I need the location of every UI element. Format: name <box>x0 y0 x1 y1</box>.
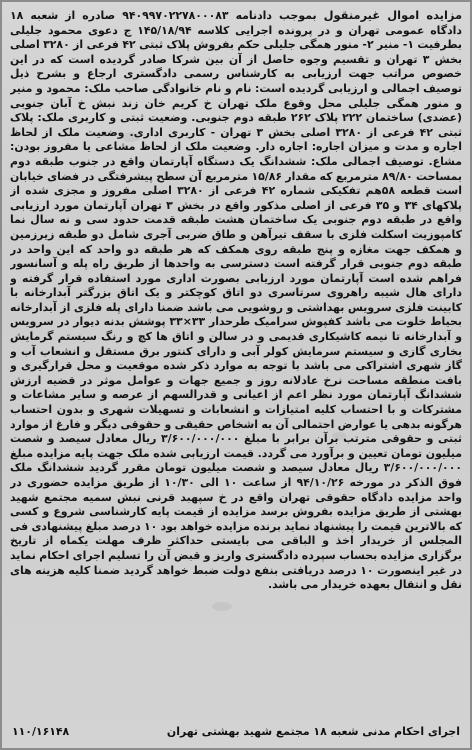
notice-body: بموجب دادنامه ۹۴۰۹۹۷۰۲۲۷۸۰۰۰۸۳ صادره از شعبه ۱۸ دادگاه عمومی تهران و در پرونده اجرایی کلاسه ۱۴۵/۱۸/۹۴ ج دعوی محمود جلیلی بطرفیت ۱- منیر ۲- منور همگی جلیلی حکم بفروش پلاک ثبتی ۴۲ فرعی از ۳۲۸۰ اصلی بخش ۳ تهران و تقسیم وجوه حاصل از آن بین شرکا صادر گردیده است که در این خصوص مراتب جهت ارزیابی به کارشناس رسمی دادگستری ارجاع و بشرح ذیل توصیف اجمالی و ارزیابی گردیده است: نام و نام خانوادگی صاحب ملک: محمود و منیر و منور همگی جلیلی محل وقوع ملک تهران خ کریم خان زند نبش خ آبان جنوبی (عضدی) ساختمان ۲۲۲ پلاک ۲۶۲ طبقه دوم جنوبی. وضعیت ثبتی و کاربری ملک: پلاک ثبتی ۴۲ فرعی از ۳۲۸۰ اصلی بخش ۳ تهران - کاربری اداری. وضعیت ملک از لحاظ اجاره و مدت و میزان اجاره: اجاره دار. وضعیت ملک از لحاظ مشاعی یا مفروز بودن: مشاع. توصیف اجمالی ملک: ششدانگ یک دستگاه آپارتمان واقع در جنوب طبقه دوم بمساحت ۸۹/۸۰ مترمربع که مقدار ۱۵/۸۶ مترمربع آن سطح پیشرفتگی در فضای خیابان است قطعه ۵۸هم تفکیکی شماره ۴۲ فرعی از ۳۲۸۰ اصلی مفروز و مجزی شده از پلاکهای ۳۴ و ۳۵ فرعی از اصلی مذکور واقع در بخش ۳ تهران آپارتمان مورد ارزیابی واقع در طبقه دوم جنوبی یک ساختمان هشت طبقه قدمت حدود سی و نه سال نما کامپوزیت اسکلت فلزی با سقف تیرآهن و طاق ضربی آجری شامل دو طبقه زیرزمین و همکف جهت مغازه و پنج طبقه روی همکف که هر طبقه دو واحد که این واحد در طبقه دوم جنوبی قرار گرفته است دسترسی به واحدها از طریق راه پله و آسانسور فراهم شده است آپارتمان مورد ارزیابی بصورت اداری مورد استفاده قرار گرفته و دارای هال شیبه راهروی سرتاسری دو اتاق کوچکتر و یک اتاق بزرگتر آبدارخانه با کابینت فلزی سرویس بهداشتی و روشویی می باشد ضمنا دارای پله فلزی از آبدارخانه بحیاط خلوت می باشد کفپوش سرامیک طرحدار ۳۳×۳۳ پوشش بدنه دیوار در سرویس و آبدارخانه تا نیمه کاشیکاری قدیمی و در سالن و اتاق ها کچ و رنگ سیستم گرمایش بخاری گازی و سیستم سرمایش کولر آبی و دارای کنتور برق مستقل و انشعاب آب و گاز شهری اشتراکی می باشد با توجه به موارد ذکر شده موقعیت و محل قرارگیری و بافت منطقه مساحت نرخ عادلانه روز و جمیع جهات و عوامل موثر در قضیه ارزش ششدانگ آپارتمان مورد نظر اعم از اعیانی و قدرالسهم از عرصه و سایر مشاعات و مشترکات و با احتساب کلیه امتیازات و انشعابات و تسهیلات شهری و بدون احتساب هرگونه بدهی یا عوارض احتمالی آن به اشخاص حقیقی و حقوقی دیگر و فارغ از موارد ثبتی و حقوقی مترتب برآن برابر با مبلغ ۳/۶۰۰/۰۰۰/۰۰۰ ریال معادل سیصد و شصت میلیون تومان تعیین و برآورد می گردد. قیمت ارزیابی شده ملک جهت پایه مزایده مبلغ ۳/۶۰۰/۰۰۰/۰۰۰ ریال معادل سیصد و شصت میلیون تومان مقرر گردید ششدانگ ملک فوق الذکر در مورخه ۹۴/۱۰/۲۶ از ساعت ۱۰ الی ۱۰/۳۰ از طریق مزایده حضوری در واحد مزایده دادگاه حقوقی تهران واقع در خ سپهبد قرنی نبش سمیه مجتمع شهید بهشتی از طریق مزایده بفروش برسد مزایده از قیمت پایه کارشناسی شروع و کسی که بالاترین قیمت را پیشنهاد نماید برنده مزایده خواهد بود ۱۰ درصد مبلغ پیشنهادی فی المجلس از خریدار اخذ و الباقی می بایستی حداکثر ظرف مهلت یکماه از تاریخ برگزاری مزایده بحساب سپرده دادگستری واریز و قبض آن را تسلیم اجرای احکام نماید در غیر اینصورت ۱۰ درصد دریافتی بنفع دولت ضبط خواهد گردید ضمنا کلیه هزینه های نقل و انتقال بعهده خریدار می باشد. <box>10 9 462 592</box>
notice-footer <box>12 725 460 738</box>
notice-title: مزایده اموال غیرمنقول <box>323 8 462 22</box>
issuing-office: اجرای احکام مدنی شعبه ۱۸ مجتمع شهید بهشتی تهران <box>166 725 460 738</box>
notice-code: ۱۱۰/۱۶۱۴۸ <box>12 725 70 738</box>
auction-notice-text <box>10 8 462 740</box>
